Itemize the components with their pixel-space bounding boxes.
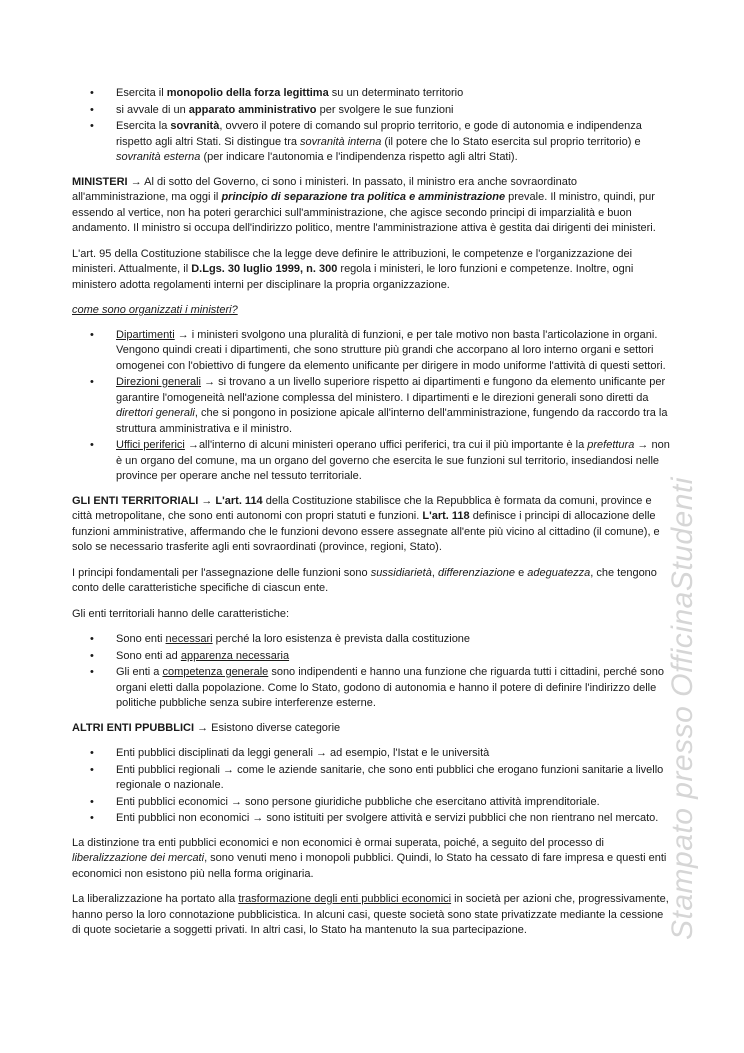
altri-enti-paragraph: ALTRI ENTI PPUBBLICI → Esistono diverse categorie (72, 721, 341, 734)
list-item: • si avvale di un apparato amministrativo per svolgere le sue funzioni (72, 103, 672, 119)
caratteristiche-list (72, 632, 672, 712)
list-item: • Enti pubblici non economici → sono istituiti per svolgere attività e servizi pubblici che non rientrano nel mercato. (72, 811, 672, 827)
bullet-icon: • (90, 666, 94, 678)
list-item: • Esercita il monopolio della forza legittima su un determinato territorio (72, 86, 672, 102)
bullet-icon: • (90, 649, 94, 662)
arrow-icon: → (177, 328, 189, 341)
bullet-icon: • (90, 795, 94, 808)
list-item: • Dipartimenti → i ministeri svolgono una pluralità di funzioni, e per tale motivo non basta l'articolazione in organi. Vengono quindi creati i dipartimenti, che sono strutture più grandi che accorpano al loro interno organi e settori omogenei con l'obiettivo di fungere da elemento unificante per dirigere in modo uniforme l'attività di questi settori. (90, 328, 666, 372)
arrow-icon: → (204, 376, 216, 388)
bullet-icon: • (90, 120, 94, 132)
distinzione-paragraph: La distinzione tra enti pubblici economici e non economici è ormai superata, poiché, a seguito del processo di liberalizzazione dei mercati, sono venuti meno i monopoli pubblici. Quindi, lo Stato ha cessato di fare impresa e questi enti economici non esistono più nella forma originaria. (72, 836, 667, 880)
bullet-icon: • (90, 439, 94, 451)
list-item: • Sono enti necessari perché la loro esistenza è prevista dalla costituzione (72, 632, 672, 648)
list-item: • Enti pubblici economici → sono persone giuridiche pubbliche che esercitano attività imprenditoriale. (72, 795, 672, 811)
ministeri-paragraph: MINISTERI → Al di sotto del Governo, ci sono i ministeri. In passato, il ministro era anche sovraordinato all'amministrazione, ma oggi il principio di separazione tra politica e amministrazione prevale. Il ministro, quindi, pur essendo al vertice, non ha poteri gerarchici sull'amministrazione, che agisce secondo principi di imparzialità e buon andamento. Il ministro si occupa dell'indirizzo politico, mentre l'amministrazione attiva è gestita dai dirigenti dei ministeri. (72, 175, 656, 234)
enti-paragraph: GLI ENTI TERRITORIALI → L'art. 114 della Costituzione stabilisce che la Repubblica è formata da comuni, province e città metropolitane, che sono enti autonomi con propri statuti e funzioni. L'art. 118 definisce i principi di allocazione delle funzioni amministrative, affermando che le funzioni devono essere assegnate all'ente più vicino al cittadino (il comune), e solo se necessario trasferite agli enti sovraordinati (province, regioni, Stato). (72, 494, 660, 553)
intro-list (72, 86, 672, 166)
list-item: • Enti pubblici disciplinati da leggi generali → ad esempio, l'Istat e le università (72, 746, 672, 762)
arrow-icon: → (187, 439, 199, 451)
list-item: • Enti pubblici regionali → come le aziende sanitarie, che sono enti pubblici che erogano funzioni sanitarie a livello regionale o nazionale. (90, 763, 664, 791)
caratteristiche-paragraph: Gli enti territoriali hanno delle caratteristiche: (72, 607, 290, 620)
list-item: • Esercita la sovranità, ovvero il potere di comando sul proprio territorio, e gode di autonomia e indipendenza rispetto agli altri Stati. Si distingue tra sovranità interna (il potere che lo Stato esercita sul proprio territorio) e sovranità esterna (per indicare l'autonomia e l'indipendenza rispetto agli altri Stati). (90, 120, 642, 163)
arrow-icon: → (315, 747, 327, 759)
section-heading: ALTRI ENTI PPUBBLICI (72, 721, 195, 734)
watermark: Stampato presso OfficinaStudenti (666, 477, 699, 940)
ministeri-list (72, 328, 672, 485)
bullet-icon: • (90, 328, 94, 341)
list-item: • Uffici periferici →all'interno di alcuni ministeri operano uffici periferici, tra cui il più importante è la prefettura → non è un organo del comune, ma un organo del governo che esercita le sue funzioni sul territorio, insediandosi nelle province per operare anche nel tessuto territoriale. (90, 439, 670, 482)
bullet-icon: • (90, 763, 94, 776)
bullet-icon: • (90, 87, 94, 99)
altri-enti-list (72, 746, 672, 827)
list-item: • Gli enti a competenza generale sono indipendenti e hanno una funzione che riguarda tutti i cittadini, perché sono organi eletti dalla popolazione. Come lo Stato, godono di autonomia e hanno il potere di definire l'indirizzo delle politiche pubbliche senza subire interferenze esterne. (90, 666, 664, 709)
principi-paragraph: I principi fondamentali per l'assegnazione delle funzioni sono sussidiarietà, differenziazione e adeguatezza, che tengono conto delle caratteristiche specifiche di ciascun ente. (72, 566, 657, 594)
bullet-icon: • (90, 103, 94, 116)
list-item: • Direzioni generali → si trovano a un livello superiore rispetto ai dipartimenti e fungono da elemento unificante per garantire l'omogeneità nell'azione complessa del ministero. I dipartimenti e le direzioni generali sono diretti da direttori generali, che si pongono in posizione apicale all'interno dell'amministrazione, fungendo da raccordo tra la struttura amministrativa e il ministro. (90, 376, 668, 435)
arrow-icon: → (197, 721, 209, 734)
arrow-icon: → (637, 439, 649, 451)
document-page (72, 86, 672, 949)
section-heading: GLI ENTI TERRITORIALI (72, 494, 199, 507)
arrow-icon: → (230, 795, 242, 808)
question-heading: come sono organizzati i ministeri? (72, 304, 238, 316)
costituzione-paragraph: L'art. 95 della Costituzione stabilisce che la legge deve definire le attribuzioni, le competenze e l'organizzazione dei ministeri. Attualmente, il D.Lgs. 30 luglio 1999, n. 300 regola i ministeri, le loro funzioni e competenze. Inoltre, ogni ministero adotta regolamenti interni per disciplinare la propria organizzazione. (72, 247, 634, 291)
list-item: • Sono enti ad apparenza necessaria (72, 649, 672, 665)
bullet-icon: • (90, 376, 94, 388)
arrow-icon: → (201, 494, 213, 507)
section-heading: MINISTERI (72, 175, 128, 188)
liberalizzazione-paragraph: La liberalizzazione ha portato alla trasformazione degli enti pubblici economici in società per azioni che, progressivamente, hanno perso la loro connotazione pubblicistica. In alcuni casi, queste società sono state privatizzate mediante la cessione di quote societarie a soggetti privati. In altri casi, lo Stato ha mantenuto la sua partecipazione. (72, 893, 669, 936)
bullet-icon: • (90, 812, 94, 824)
arrow-icon: → (252, 812, 264, 824)
arrow-icon: → (223, 763, 235, 776)
bullet-icon: • (90, 633, 94, 645)
bullet-icon: • (90, 747, 94, 759)
arrow-icon: → (130, 175, 142, 188)
